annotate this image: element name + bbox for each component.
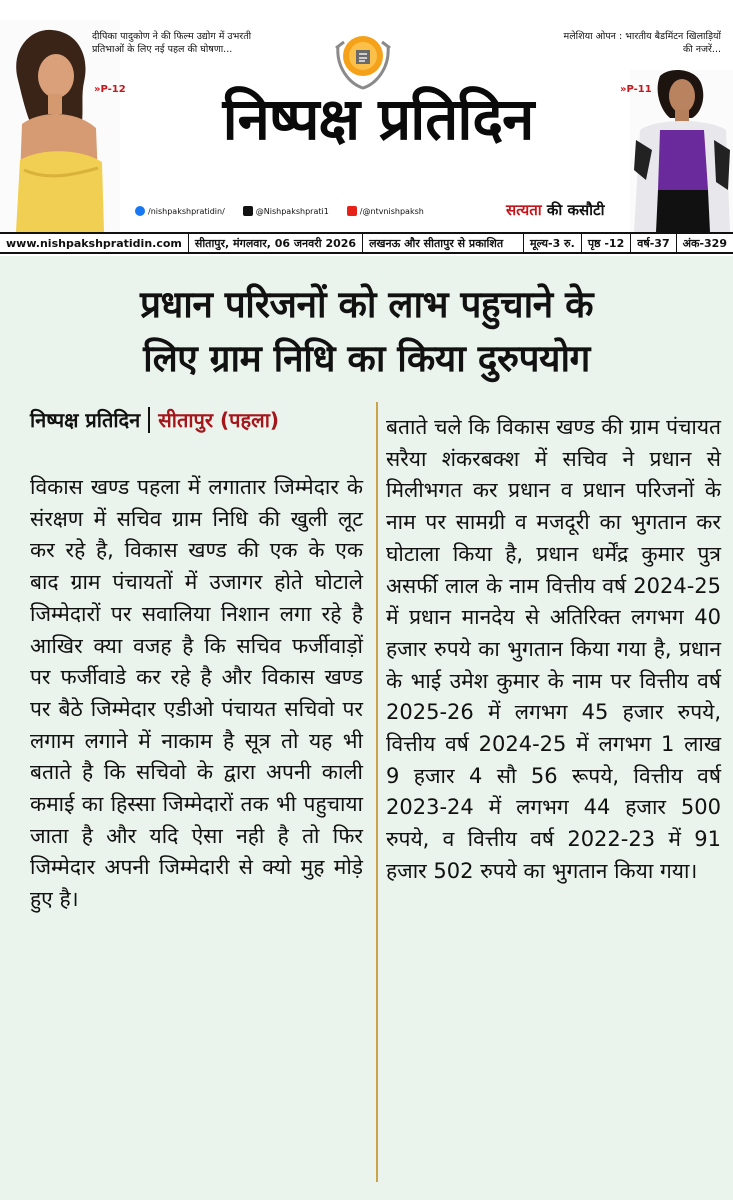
facebook-handle: /nishpakshpratidin/ — [148, 206, 225, 216]
slogan-highlight: सत्यता — [506, 201, 542, 219]
volume-year: वर्ष-37 — [631, 234, 676, 252]
newspaper-slogan — [506, 200, 605, 220]
x-handle: @Nishpakshprati1 — [255, 206, 329, 216]
social-links — [135, 206, 424, 216]
page-count: पृष्ठ -12 — [582, 234, 631, 252]
article-byline — [30, 406, 279, 433]
edition-info-bar — [0, 232, 733, 254]
youtube-handle: /@ntvnishpaksh — [359, 206, 424, 216]
news-article — [0, 256, 733, 1200]
website-link[interactable]: www.nishpakshpratidin.com — [0, 234, 189, 252]
headline-line-1: प्रधान परिजनों को लाभ पहुचाने के — [139, 283, 593, 326]
left-page-reference[interactable]: »P-12 — [94, 84, 126, 95]
place-date: सीतापुर, मंगलवार, 06 जनवरी 2026 — [189, 234, 363, 252]
price: मूल्य-3 रु. — [524, 234, 582, 252]
newspaper-emblem-logo — [334, 26, 392, 90]
headline-line-2: लिए ग्राम निधि का किया दुरुपयोग — [143, 337, 590, 380]
byline-divider — [148, 407, 150, 433]
youtube-link[interactable] — [347, 206, 424, 216]
byline-source: निष्पक्ष प्रतिदिन — [30, 408, 141, 432]
issue-number: अंक-329 — [682, 236, 727, 250]
facebook-icon — [135, 206, 145, 216]
article-right-column: बताते चले कि विकास खण्ड की ग्राम पंचायत सरैया शंकरबक्श में सचिव ने प्रधान से मिलीभगत कर प्रधान व प्रधान परिजनों के नाम पर सामग्री व मजदूरी का भुगतान कर घोटाला किया है, प्रधान धर्मेंद्र कुमार पुत्र असर्फी लाल के नाम वित्तीय वर्ष 2024-25 में प्रधान मानदेय से अतिरिक्त लगभग 40 हजार रुपये का भुगतान किया गया है, प्रधान के भाई उमेश कुमार के नाम पर वित्तीय वर्ष 2025-26 में लगभग 45 हजार रुपये, वित्तीय वर्ष 2024-25 में लगभग 1 लाख 9 हजार 4 सौ 56 रूपये, वित्तीय वर्ष 2023-24 में लगभग 44 हजार 500 रुपये, व वित्तीय वर्ष 2022-23 में 91 हजार 502 रुपये का भुगतान किया गया। — [386, 415, 721, 883]
youtube-icon — [347, 206, 357, 216]
left-teaser-text[interactable]: दीपिका पादुकोण ने की फिल्म उद्योग में उभरती प्रतिभाओं के लिए नई पहल की घोषणा... — [92, 31, 252, 55]
facebook-link[interactable] — [135, 206, 225, 216]
newspaper-title: निष्पक्ष प्रतिदिन — [222, 85, 534, 153]
article-left-column: विकास खण्ड पहला में लगातार जिम्मेदार के संरक्षण में सचिव ग्राम निधि की खुली लूट कर रहे है, विकास खण्ड की एक के एक बाद ग्राम पंचायतों में उजागर होते घोटाले जिम्मेदारों पर सवालिया निशान लगा रहे है आखिर क्या वजह है कि सचिव फर्जीवाड़ों पर फर्जीवाडे कर रहे है और विकास खण्ड पर बैठे जिम्मेदार एडीओ पंचायत सचिवो पर लगाम लगाने में नाकाम है सूत्र तो यह भी बताते है कि सचिवो के द्वारा अपनी काली कमाई का हिस्सा जिम्मेदारों तक भी पहुचाया जाता है और यदि ऐसा नही है तो फिर जिम्मेदार अपनी जिम्मेदारी से क्यो मुह मोड़े हुए है। — [30, 475, 363, 912]
x-link[interactable] — [243, 206, 329, 216]
right-teaser-text[interactable]: मलेशिया ओपन : भारतीय बैडमिंटन खिलाड़ियों की नजरें... — [563, 31, 721, 55]
byline-location: सीतापुर (पहला) — [158, 408, 280, 432]
right-page-reference[interactable]: »P-11 — [620, 84, 652, 95]
published-from: लखनऊ और सीतापुर से प्रकाशित — [363, 234, 524, 252]
slogan-rest: की कसौटी — [546, 201, 605, 219]
x-icon — [243, 206, 253, 216]
article-headline — [18, 278, 715, 386]
masthead — [0, 0, 733, 232]
column-divider — [376, 402, 378, 1182]
